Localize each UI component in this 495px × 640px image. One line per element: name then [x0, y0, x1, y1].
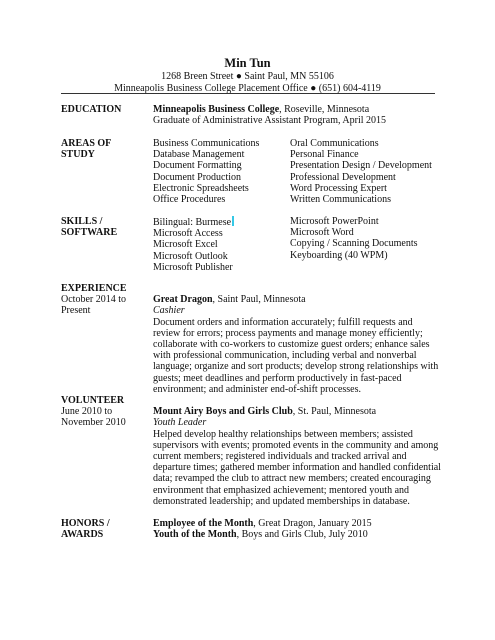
- description-line: collaborate with co-workers to customize guest orders; enhance sales: [153, 339, 430, 350]
- description-line: demonstrated leadership; and updated memberships in database.: [153, 495, 410, 507]
- school-name: Minneapolis Business College: [153, 104, 280, 115]
- list-item: Microsoft Outlook: [153, 250, 228, 262]
- description-line: environment; and administer end-of-shift processes.: [153, 383, 361, 395]
- resume-header: [0, 56, 495, 95]
- organization-name: Mount Airy Boys and Girls Club: [153, 406, 293, 418]
- skills-column-2: [290, 216, 450, 261]
- list-item: Oral Communications: [290, 138, 379, 149]
- header-divider: [61, 93, 435, 94]
- list-item: Microsoft PowerPoint: [290, 216, 379, 227]
- areas-label: AREAS OF STUDY: [61, 138, 112, 161]
- street-address: 1268 Breen Street ● Saint Paul, MN 55106: [161, 71, 334, 82]
- list-item: Document Formatting: [153, 160, 242, 172]
- list-item: Microsoft Publisher: [153, 261, 233, 273]
- list-item: Professional Development: [290, 171, 396, 183]
- organization-location: , St. Paul, Minnesota: [292, 406, 377, 418]
- volunteer-role: Youth Leader: [153, 417, 207, 429]
- education-body: [153, 104, 437, 126]
- list-item: Business Communications: [153, 138, 260, 149]
- list-item: Personal Finance: [290, 149, 359, 161]
- areas-column-1: [153, 138, 275, 205]
- list-item: Microsoft Excel: [153, 239, 218, 251]
- employer-name: Great Dragon: [153, 294, 213, 306]
- list-item: Microsoft Word: [290, 227, 354, 239]
- list-item: Office Procedures: [153, 194, 226, 206]
- skills-column-1: [153, 216, 275, 273]
- honors-label: HONORS / AWARDS: [61, 518, 110, 541]
- list-item: Employee of the Month, Great Dragon, January 2015: [153, 518, 372, 529]
- list-item: Presentation Design / Development: [290, 160, 432, 172]
- list-item: Document Production: [153, 171, 242, 183]
- experience-label: EXPERIENCE: [61, 283, 127, 294]
- list-item: Word Processing Expert: [290, 182, 387, 194]
- list-item[interactable]: Bilingual: Burmese: [153, 216, 275, 228]
- experience-dates: October 2014 to Present: [61, 294, 126, 317]
- skills-label: SKILLS / SOFTWARE: [61, 216, 118, 239]
- description-line: current members; registered individuals and tracked arrival and: [153, 451, 407, 462]
- education-label: EDUCATION: [61, 104, 122, 115]
- description-line: departure times; gathered member information and handled confidential: [153, 462, 441, 474]
- list-item: Database Management: [153, 149, 245, 161]
- description-line: language; organize and sort products; develop strong relationships with: [153, 361, 439, 373]
- school-location: , Roseville, Minnesota: [279, 104, 370, 115]
- volunteer-label: VOLUNTEER: [61, 395, 125, 406]
- description-line: with professional communication, including verbal and nonverbal: [153, 350, 417, 362]
- job-title: Cashier: [153, 305, 185, 317]
- description-line: Helped develop healthy relationships between members; assisted: [153, 428, 413, 440]
- volunteer-dates: June 2010 to November 2010: [61, 406, 126, 429]
- list-item: Electronic Spreadsheets: [153, 182, 249, 194]
- list-item: Written Communications: [290, 194, 391, 206]
- honors-body: [153, 518, 437, 540]
- description-line: guests; meet deadlines and perform productively in fast-paced: [153, 372, 402, 384]
- applicant-name: Min Tun: [224, 56, 271, 70]
- list-item: Youth of the Month, Boys and Girls Club, July 2010: [153, 529, 368, 541]
- text-cursor: [232, 216, 234, 226]
- list-item: Microsoft Access: [153, 228, 223, 240]
- description-line: environment that emphasized achievement; mentored youth and: [153, 484, 410, 496]
- description-line: review for errors; process payments and manage money efficiently;: [153, 327, 423, 339]
- volunteer-body: [153, 406, 441, 507]
- description-line: data; revamped the club to attract new members; created encouraging: [153, 473, 431, 485]
- list-item: Copying / Scanning Documents: [290, 238, 418, 250]
- list-item: Keyboarding (40 WPM): [290, 249, 388, 261]
- employer-location: , Saint Paul, Minnesota: [212, 294, 306, 306]
- description-line: Document orders and information accurately; fulfill requests and: [153, 316, 413, 328]
- experience-body: [153, 294, 437, 395]
- description-line: supervisors with events; promoted events in the community and among: [153, 439, 439, 451]
- areas-column-2: [290, 138, 450, 205]
- education-detail: Graduate of Administrative Assistant Program, April 2015: [153, 115, 387, 127]
- placement-office-contact: Minneapolis Business College Placement Office ● (651) 604-4119: [114, 83, 381, 94]
